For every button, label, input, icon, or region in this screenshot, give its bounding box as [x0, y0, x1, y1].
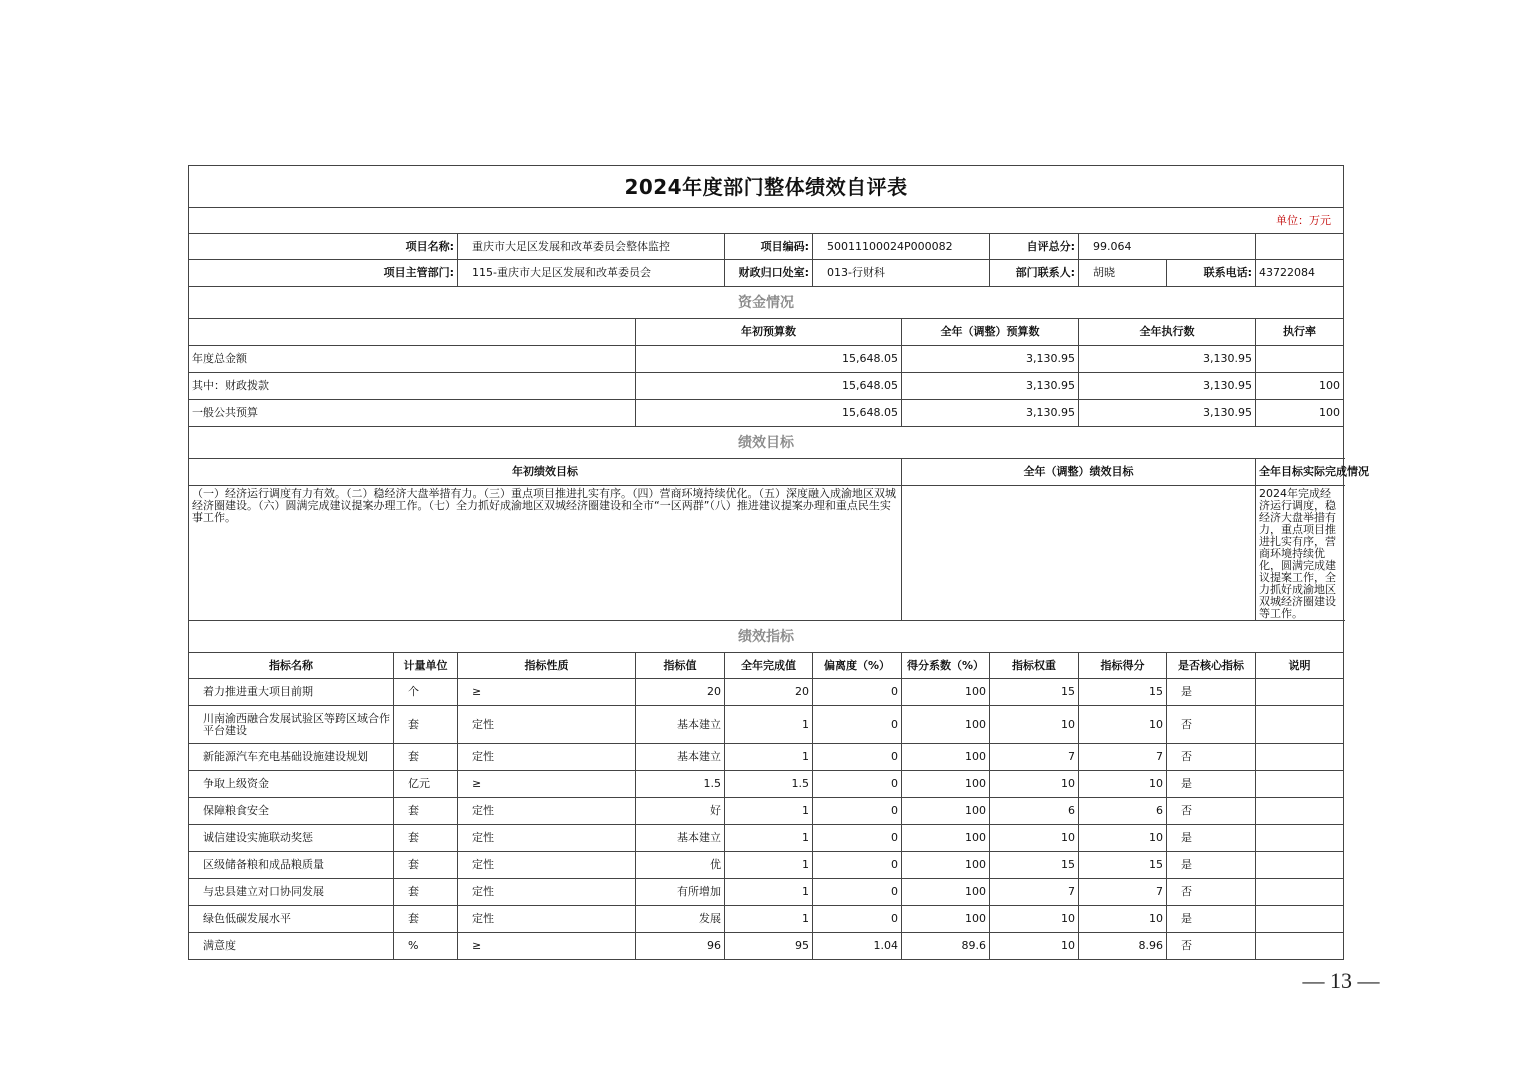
funds-row — [189, 400, 1344, 427]
indicator-done: 1 — [725, 879, 813, 906]
indicator-row — [189, 825, 1344, 852]
indicator-weight: 10 — [990, 906, 1079, 933]
funds-row-executed: 3,130.95 — [1079, 346, 1256, 373]
indicator-name: 诚信建设实施联动奖惩 — [189, 825, 394, 852]
contact-label: 部门联系人: — [990, 260, 1079, 287]
indicator-value: 1.5 — [636, 771, 725, 798]
indicator-unit: 套 — [394, 879, 458, 906]
targets-header-adjusted: 全年（调整）绩效目标 — [902, 459, 1256, 486]
indicator-score: 10 — [1079, 706, 1167, 744]
indicator-note — [1256, 825, 1344, 852]
indicator-score: 6 — [1079, 798, 1167, 825]
indicator-nature: ≥ — [458, 679, 636, 706]
indicator-row — [189, 933, 1344, 960]
indicator-note — [1256, 771, 1344, 798]
indicator-row — [189, 798, 1344, 825]
indicator-coefficient: 100 — [902, 706, 990, 744]
indicator-score: 10 — [1079, 771, 1167, 798]
funds-header-adjusted: 全年（调整）预算数 — [902, 319, 1079, 346]
funds-header-row — [189, 319, 1344, 346]
indicator-name: 争取上级资金 — [189, 771, 394, 798]
indicator-core: 是 — [1167, 679, 1256, 706]
indicator-done: 1 — [725, 706, 813, 744]
indicator-row — [189, 852, 1344, 879]
indicator-row — [189, 879, 1344, 906]
indicator-row — [189, 771, 1344, 798]
indicator-coefficient: 100 — [902, 771, 990, 798]
indicator-name: 区级储备粮和成品粮质量 — [189, 852, 394, 879]
indicator-value: 基本建立 — [636, 825, 725, 852]
contact-value: 胡晓 — [1079, 260, 1167, 287]
indicator-coefficient: 100 — [902, 744, 990, 771]
indicator-weight: 15 — [990, 852, 1079, 879]
funds-section-title: 资金情况 — [189, 287, 1344, 319]
targets-header-row — [189, 459, 1344, 486]
indicators-body — [189, 679, 1344, 960]
funds-row-initial: 15,648.05 — [636, 400, 902, 427]
indicator-done: 1 — [725, 825, 813, 852]
indicator-note — [1256, 744, 1344, 771]
indicator-score: 8.96 — [1079, 933, 1167, 960]
indicator-weight: 6 — [990, 798, 1079, 825]
funds-body — [189, 346, 1344, 427]
indicator-core: 是 — [1167, 771, 1256, 798]
indicator-core: 否 — [1167, 933, 1256, 960]
indicator-core: 是 — [1167, 825, 1256, 852]
indicator-note — [1256, 706, 1344, 744]
project-code-value: 50011100024P000082 — [813, 234, 990, 260]
indicator-done: 1 — [725, 744, 813, 771]
indicator-done: 1 — [725, 798, 813, 825]
targets-adjusted-text — [902, 486, 1256, 621]
indicator-weight: 10 — [990, 771, 1079, 798]
indicator-deviation: 1.04 — [813, 933, 902, 960]
indicator-note — [1256, 933, 1344, 960]
indicator-nature: 定性 — [458, 744, 636, 771]
indicator-done: 95 — [725, 933, 813, 960]
funds-header-initial: 年初预算数 — [636, 319, 902, 346]
indicator-deviation: 0 — [813, 771, 902, 798]
indicator-name: 新能源汽车充电基础设施建设规划 — [189, 744, 394, 771]
indicators-header-row — [189, 653, 1344, 679]
indicator-note — [1256, 679, 1344, 706]
project-name-label: 项目名称: — [189, 234, 458, 260]
indicator-note — [1256, 879, 1344, 906]
ind-header-score: 指标得分 — [1079, 653, 1167, 679]
indicator-core: 否 — [1167, 879, 1256, 906]
indicator-unit: 套 — [394, 906, 458, 933]
indicator-nature: 定性 — [458, 706, 636, 744]
indicator-name: 着力推进重大项目前期 — [189, 679, 394, 706]
indicator-core: 否 — [1167, 706, 1256, 744]
indicator-score: 10 — [1079, 906, 1167, 933]
indicator-score: 10 — [1079, 825, 1167, 852]
project-name-value: 重庆市大足区发展和改革委员会整体监控 — [458, 234, 725, 260]
indicator-unit: 套 — [394, 798, 458, 825]
indicator-value: 优 — [636, 852, 725, 879]
indicator-row — [189, 679, 1344, 706]
indicator-weight: 10 — [990, 933, 1079, 960]
indicator-name: 与忠县建立对口协同发展 — [189, 879, 394, 906]
indicator-note — [1256, 906, 1344, 933]
indicator-unit: 亿元 — [394, 771, 458, 798]
indicator-value: 20 — [636, 679, 725, 706]
info-row-2 — [189, 260, 1344, 287]
indicator-done: 20 — [725, 679, 813, 706]
indicator-done: 1 — [725, 852, 813, 879]
indicator-value: 发展 — [636, 906, 725, 933]
indicator-core: 否 — [1167, 744, 1256, 771]
indicator-deviation: 0 — [813, 706, 902, 744]
funds-row-initial: 15,648.05 — [636, 373, 902, 400]
ind-header-done: 全年完成值 — [725, 653, 813, 679]
indicator-weight: 7 — [990, 879, 1079, 906]
indicator-coefficient: 100 — [902, 879, 990, 906]
indicator-deviation: 0 — [813, 679, 902, 706]
indicator-coefficient: 100 — [902, 906, 990, 933]
funds-row-adjusted: 3,130.95 — [902, 373, 1079, 400]
indicator-coefficient: 100 — [902, 852, 990, 879]
targets-section-title: 绩效目标 — [189, 427, 1344, 459]
indicators-section-title: 绩效指标 — [189, 621, 1344, 653]
indicator-score: 7 — [1079, 879, 1167, 906]
form-title: 2024年度部门整体绩效自评表 — [189, 166, 1344, 208]
performance-evaluation-table — [188, 165, 1369, 960]
funds-row — [189, 346, 1344, 373]
indicator-nature: 定性 — [458, 825, 636, 852]
empty-cell — [1256, 234, 1344, 260]
funds-row — [189, 373, 1344, 400]
indicator-unit: 个 — [394, 679, 458, 706]
funds-row-rate: 100 — [1256, 373, 1344, 400]
ind-header-weight: 指标权重 — [990, 653, 1079, 679]
funds-row-adjusted: 3,130.95 — [902, 400, 1079, 427]
phone-label: 联系电话: — [1167, 260, 1256, 287]
indicator-value: 基本建立 — [636, 706, 725, 744]
funds-row-name: 年度总金额 — [189, 346, 636, 373]
indicator-note — [1256, 852, 1344, 879]
indicator-nature: 定性 — [458, 879, 636, 906]
indicator-deviation: 0 — [813, 906, 902, 933]
indicator-value: 有所增加 — [636, 879, 725, 906]
indicator-row — [189, 906, 1344, 933]
finance-office-value: 013-行财科 — [813, 260, 990, 287]
ind-header-unit: 计量单位 — [394, 653, 458, 679]
indicator-coefficient: 100 — [902, 679, 990, 706]
funds-row-adjusted: 3,130.95 — [902, 346, 1079, 373]
funds-row-name: 一般公共预算 — [189, 400, 636, 427]
ind-header-nature: 指标性质 — [458, 653, 636, 679]
indicator-weight: 10 — [990, 825, 1079, 852]
indicator-unit: 套 — [394, 744, 458, 771]
dept-value: 115-重庆市大足区发展和改革委员会 — [458, 260, 725, 287]
indicator-unit: 套 — [394, 706, 458, 744]
funds-header-executed: 全年执行数 — [1079, 319, 1256, 346]
indicator-coefficient: 100 — [902, 825, 990, 852]
page-number: — 13 — — [1302, 968, 1380, 993]
indicator-row — [189, 706, 1344, 744]
info-row-1 — [189, 234, 1344, 260]
indicator-unit: 套 — [394, 825, 458, 852]
indicator-score: 15 — [1079, 679, 1167, 706]
indicator-weight: 7 — [990, 744, 1079, 771]
indicator-name: 满意度 — [189, 933, 394, 960]
finance-office-label: 财政归口处室: — [725, 260, 813, 287]
indicator-deviation: 0 — [813, 744, 902, 771]
total-score-label: 自评总分: — [990, 234, 1079, 260]
targets-actual-text: 2024年完成经济运行调度，稳经济大盘举措有力，重点项目推进扎实有序，营商环境持续优化，圆满完成建议提案工作，全力抓好成渝地区双城经济圈建设等工作。 — [1256, 486, 1344, 621]
indicator-nature: 定性 — [458, 906, 636, 933]
indicator-deviation: 0 — [813, 879, 902, 906]
ind-header-name: 指标名称 — [189, 653, 394, 679]
indicator-nature: ≥ — [458, 771, 636, 798]
ind-header-core: 是否核心指标 — [1167, 653, 1256, 679]
indicator-score: 15 — [1079, 852, 1167, 879]
targets-initial-text: （一）经济运行调度有力有效。（二）稳经济大盘举措有力。（三）重点项目推进扎实有序。（四）营商环境持续优化。（五）深度融入成渝地区双城经济圈建设。（六）圆满完成建议提案办理工作。（七）全力抓好成渝地区双城经济圈建设和全市“一区两群”（八）推进建议提案办理和重点民生实事工作。 — [189, 486, 902, 621]
unit-label: 单位：万元 — [189, 208, 1344, 234]
indicator-value: 好 — [636, 798, 725, 825]
indicator-unit: 套 — [394, 852, 458, 879]
indicator-row — [189, 744, 1344, 771]
indicator-nature: 定性 — [458, 852, 636, 879]
ind-header-note: 说明 — [1256, 653, 1344, 679]
indicator-value: 基本建立 — [636, 744, 725, 771]
indicator-score: 7 — [1079, 744, 1167, 771]
indicator-name: 川南渝西融合发展试验区等跨区域合作平台建设 — [189, 706, 394, 744]
indicator-deviation: 0 — [813, 852, 902, 879]
indicator-nature: ≥ — [458, 933, 636, 960]
indicator-nature: 定性 — [458, 798, 636, 825]
funds-row-executed: 3,130.95 — [1079, 373, 1256, 400]
indicator-coefficient: 89.6 — [902, 933, 990, 960]
indicator-deviation: 0 — [813, 798, 902, 825]
funds-row-executed: 3,130.95 — [1079, 400, 1256, 427]
funds-header-blank — [189, 319, 636, 346]
indicator-done: 1 — [725, 906, 813, 933]
indicator-deviation: 0 — [813, 825, 902, 852]
funds-row-name: 其中：财政拨款 — [189, 373, 636, 400]
targets-header-initial: 年初绩效目标 — [189, 459, 902, 486]
funds-row-rate: 100 — [1256, 400, 1344, 427]
project-code-label: 项目编码: — [725, 234, 813, 260]
funds-row-initial: 15,648.05 — [636, 346, 902, 373]
ind-header-coef: 得分系数（%） — [902, 653, 990, 679]
phone-value: 43722084 — [1256, 260, 1344, 287]
total-score-value: 99.064 — [1079, 234, 1256, 260]
indicator-unit: % — [394, 933, 458, 960]
indicator-name: 绿色低碳发展水平 — [189, 906, 394, 933]
ind-header-value: 指标值 — [636, 653, 725, 679]
dept-label: 项目主管部门: — [189, 260, 458, 287]
indicator-note — [1256, 798, 1344, 825]
indicator-core: 否 — [1167, 798, 1256, 825]
indicator-value: 96 — [636, 933, 725, 960]
indicator-name: 保障粮食安全 — [189, 798, 394, 825]
indicator-weight: 15 — [990, 679, 1079, 706]
ind-header-dev: 偏离度（%） — [813, 653, 902, 679]
indicator-core: 是 — [1167, 906, 1256, 933]
indicator-weight: 10 — [990, 706, 1079, 744]
funds-row-rate — [1256, 346, 1344, 373]
targets-content-row — [189, 486, 1344, 621]
indicator-done: 1.5 — [725, 771, 813, 798]
funds-header-rate: 执行率 — [1256, 319, 1344, 346]
indicator-coefficient: 100 — [902, 798, 990, 825]
indicator-core: 是 — [1167, 852, 1256, 879]
targets-header-actual: 全年目标实际完成情况 — [1256, 459, 1344, 486]
